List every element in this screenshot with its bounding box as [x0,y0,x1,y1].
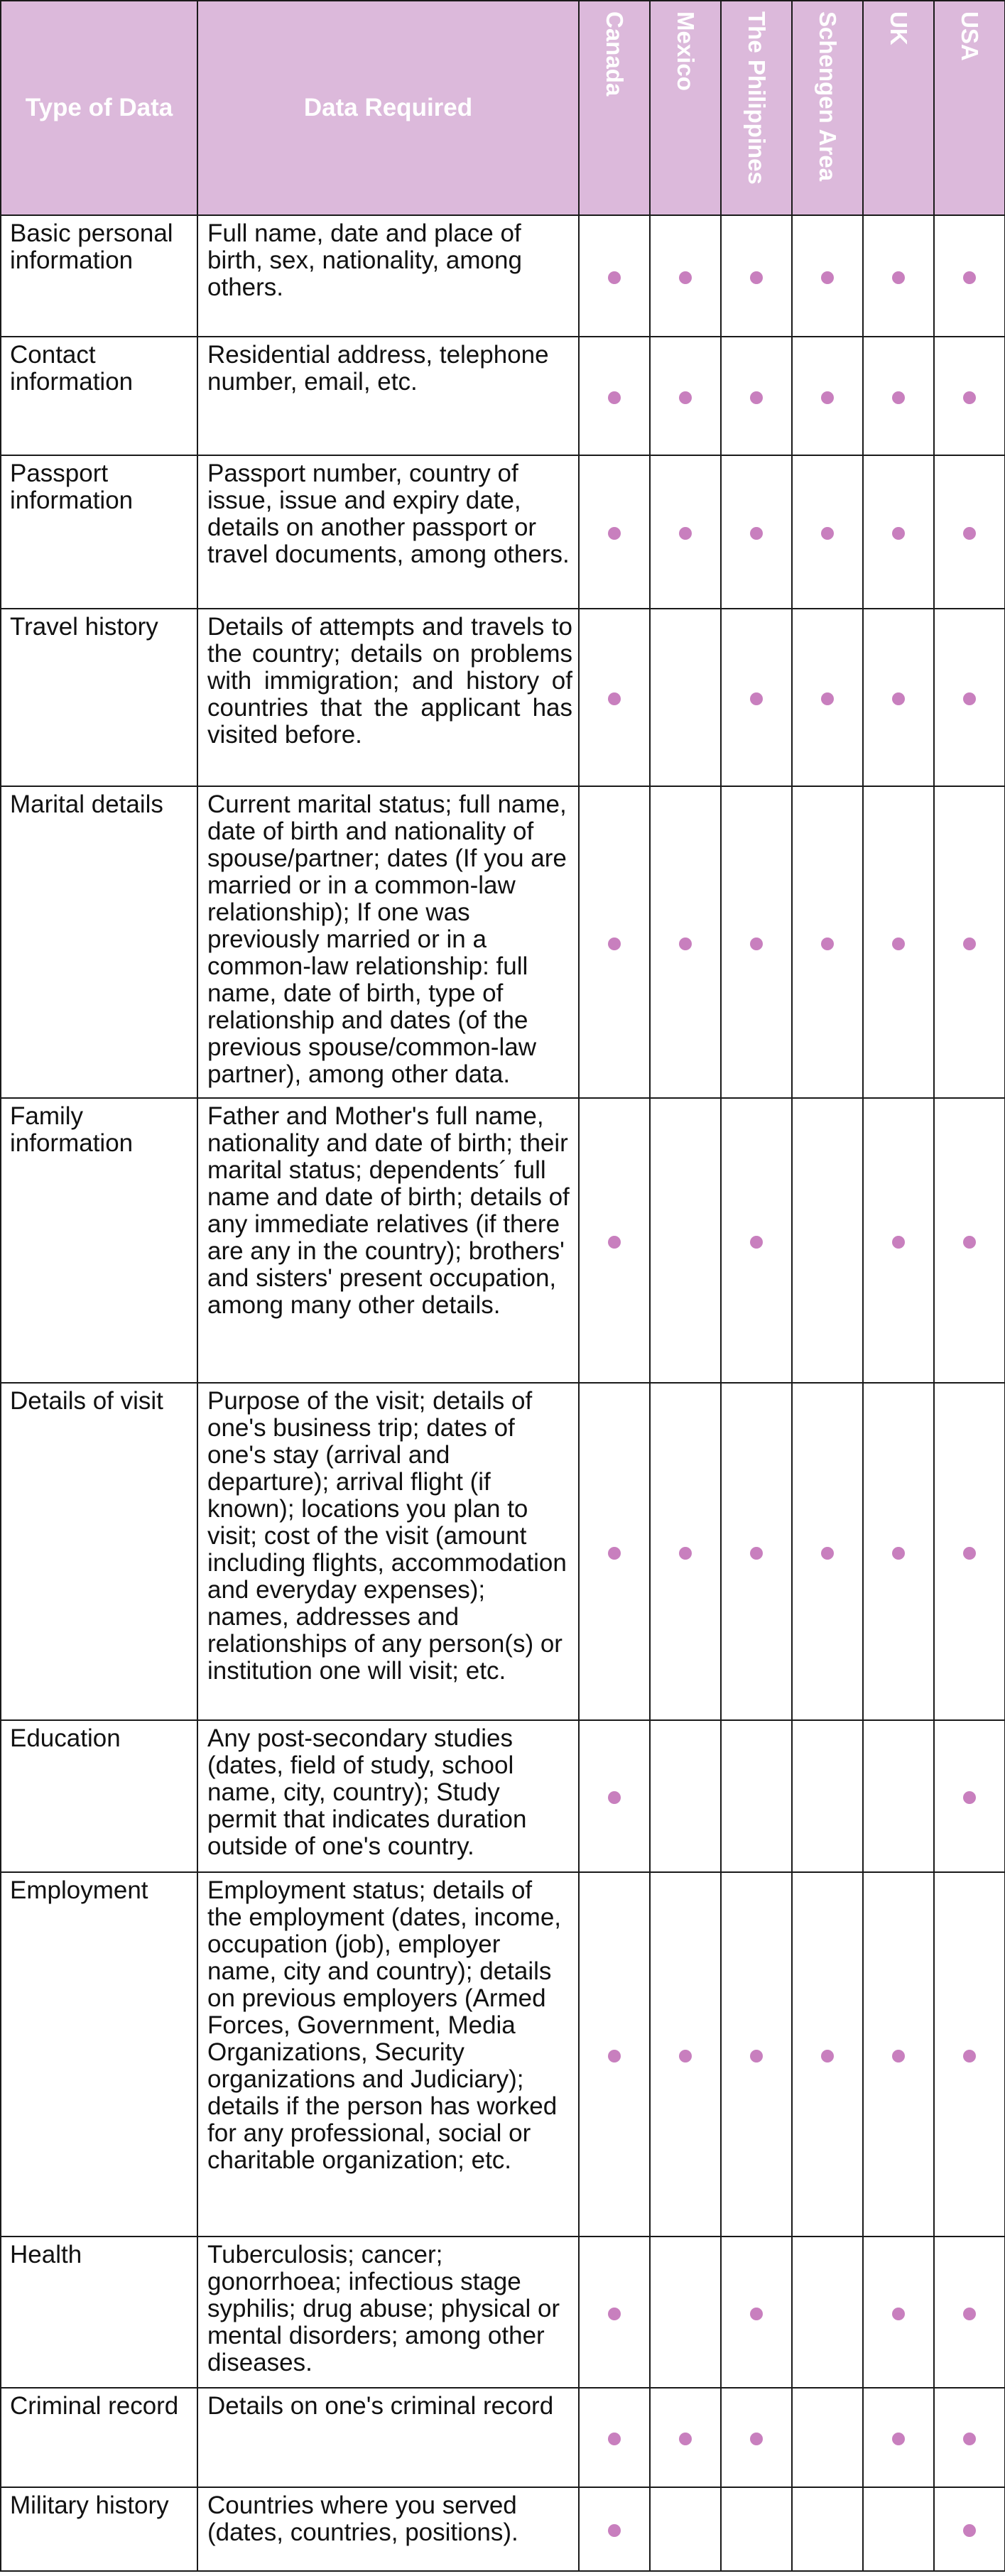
mark-cell-uk [863,1383,934,1720]
mark-cell-schengen [792,1098,863,1383]
required-dot-icon [963,1547,976,1560]
required-dot-icon [892,1236,905,1249]
required-dot-icon [963,938,976,950]
mark-cell-mexico [650,1383,721,1720]
required-cell: Residential address, telephone number, email, etc. [197,337,579,455]
mark-cell-schengen [792,337,863,455]
table-row [1,215,1005,337]
required-cell: Current marital status; full name, date of birth and nationality of spouse/partner; dates (If you are married or in a common-law relationship); If one was previously married or in a common-law relationship: full name, date of birth, type of relationship and dates (of the previous spouse/common-law partner), among other data. [197,786,579,1098]
mark-cell-usa [934,786,1005,1098]
required-dot-icon [608,527,621,540]
required-dot-icon [608,692,621,705]
required-dot-icon [892,692,905,705]
table-row [1,609,1005,786]
required-cell: Any post-secondary studies (dates, field of study, school name, city, country); Study permit that indicates duration outside of one's country. [197,1720,579,1872]
table-row [1,1720,1005,1872]
header-country-philippines: The Philippines [721,1,792,215]
type-cell: Employment [1,1872,197,2237]
mark-cell-philippines [721,2237,792,2388]
mark-cell-canada [579,1720,650,1872]
type-cell: Travel history [1,609,197,786]
mark-cell-philippines [721,786,792,1098]
required-dot-icon [608,2524,621,2537]
mark-cell-usa [934,337,1005,455]
mark-cell-uk [863,1872,934,2237]
mark-cell-mexico [650,2487,721,2571]
header-country-uk: UK [863,1,934,215]
required-dot-icon [608,271,621,284]
required-dot-icon [750,271,763,284]
required-cell: Details on one's criminal record [197,2388,579,2487]
header-data-required: Data Required [197,1,579,215]
mark-cell-philippines [721,215,792,337]
mark-cell-schengen [792,215,863,337]
required-dot-icon [750,2433,763,2445]
required-dot-icon [963,1236,976,1249]
required-cell: Details of attempts and travels to the country; details on problems with immigration; and history of countries that the applicant has visited before. [197,609,579,786]
mark-cell-mexico [650,337,721,455]
table-row [1,337,1005,455]
required-cell: Full name, date and place of birth, sex, nationality, among others. [197,215,579,337]
mark-cell-mexico [650,2237,721,2388]
required-dot-icon [750,527,763,540]
mark-cell-canada [579,1383,650,1720]
mark-cell-usa [934,1720,1005,1872]
mark-cell-usa [934,1098,1005,1383]
required-dot-icon [679,271,692,284]
table-row [1,2487,1005,2571]
mark-cell-schengen [792,1720,863,1872]
required-dot-icon [963,692,976,705]
required-dot-icon [821,2050,834,2063]
type-cell: Passport information [1,455,197,609]
required-dot-icon [821,271,834,284]
mark-cell-canada [579,2487,650,2571]
mark-cell-philippines [721,1720,792,1872]
mark-cell-philippines [721,2487,792,2571]
required-dot-icon [963,2050,976,2063]
required-dot-icon [679,1547,692,1560]
required-cell: Countries where you served (dates, countries, positions). [197,2487,579,2571]
mark-cell-mexico [650,2388,721,2487]
required-dot-icon [608,2308,621,2320]
required-dot-icon [963,271,976,284]
mark-cell-canada [579,1872,650,2237]
mark-cell-philippines [721,609,792,786]
mark-cell-mexico [650,609,721,786]
table-row [1,786,1005,1098]
required-dot-icon [892,2308,905,2320]
header-country-schengen: Schengen Area [792,1,863,215]
mark-cell-mexico [650,1872,721,2237]
table-body [1,215,1005,2571]
table-row [1,2388,1005,2487]
header-row [1,1,1005,215]
mark-cell-schengen [792,2237,863,2388]
header-country-usa: USA [934,1,1005,215]
required-dot-icon [963,2524,976,2537]
required-cell: Tuberculosis; cancer; gonorrhoea; infectious stage syphilis; drug abuse; physical or mental disorders; among other diseases. [197,2237,579,2388]
required-dot-icon [821,692,834,705]
type-cell: Health [1,2237,197,2388]
mark-cell-usa [934,455,1005,609]
mark-cell-philippines [721,455,792,609]
type-cell: Contact information [1,337,197,455]
required-dot-icon [892,527,905,540]
mark-cell-canada [579,215,650,337]
table-row [1,1872,1005,2237]
table-row [1,1383,1005,1720]
required-dot-icon [963,391,976,404]
mark-cell-uk [863,215,934,337]
required-dot-icon [963,527,976,540]
header-country-canada: Canada [579,1,650,215]
required-cell: Passport number, country of issue, issue and expiry date, details on another passport or travel documents, among others. [197,455,579,609]
mark-cell-schengen [792,2487,863,2571]
mark-cell-schengen [792,1872,863,2237]
type-cell: Criminal record [1,2388,197,2487]
required-dot-icon [679,391,692,404]
mark-cell-schengen [792,2388,863,2487]
type-cell: Family information [1,1098,197,1383]
required-cell: Purpose of the visit; details of one's business trip; dates of one's stay (arrival and departure); arrival flight (if known); locations you plan to visit; cost of the visit (amount including flights, accommodation and everyday expenses); names, addresses and relationships of any person(s) or institution one will visit; etc. [197,1383,579,1720]
required-dot-icon [892,2433,905,2445]
required-dot-icon [679,2433,692,2445]
mark-cell-uk [863,1720,934,1872]
table-row [1,2237,1005,2388]
required-dot-icon [679,527,692,540]
header-country-mexico: Mexico [650,1,721,215]
required-dot-icon [608,2433,621,2445]
type-cell: Military history [1,2487,197,2571]
mark-cell-uk [863,2487,934,2571]
mark-cell-canada [579,2388,650,2487]
mark-cell-mexico [650,455,721,609]
required-dot-icon [821,938,834,950]
required-dot-icon [679,2050,692,2063]
mark-cell-usa [934,609,1005,786]
mark-cell-mexico [650,786,721,1098]
mark-cell-philippines [721,337,792,455]
required-dot-icon [892,938,905,950]
header-type-of-data: Type of Data [1,1,197,215]
mark-cell-usa [934,2237,1005,2388]
required-dot-icon [963,1791,976,1804]
required-dot-icon [608,938,621,950]
mark-cell-uk [863,455,934,609]
required-dot-icon [963,2433,976,2445]
mark-cell-uk [863,609,934,786]
mark-cell-schengen [792,786,863,1098]
mark-cell-canada [579,455,650,609]
required-dot-icon [679,938,692,950]
mark-cell-uk [863,337,934,455]
mark-cell-canada [579,337,650,455]
mark-cell-uk [863,2237,934,2388]
mark-cell-philippines [721,1383,792,1720]
mark-cell-philippines [721,2388,792,2487]
required-dot-icon [892,271,905,284]
required-dot-icon [750,692,763,705]
type-cell: Details of visit [1,1383,197,1720]
required-dot-icon [750,1547,763,1560]
type-cell: Education [1,1720,197,1872]
required-dot-icon [821,391,834,404]
mark-cell-schengen [792,1383,863,1720]
required-dot-icon [750,2308,763,2320]
table-row [1,455,1005,609]
mark-cell-mexico [650,1098,721,1383]
required-dot-icon [750,391,763,404]
required-dot-icon [750,938,763,950]
required-dot-icon [608,2050,621,2063]
required-dot-icon [892,2050,905,2063]
mark-cell-canada [579,609,650,786]
mark-cell-uk [863,2388,934,2487]
required-dot-icon [963,2308,976,2320]
mark-cell-usa [934,2487,1005,2571]
mark-cell-mexico [650,1720,721,1872]
mark-cell-philippines [721,1872,792,2237]
required-dot-icon [821,527,834,540]
mark-cell-usa [934,1872,1005,2237]
required-dot-icon [608,1236,621,1249]
mark-cell-uk [863,786,934,1098]
mark-cell-canada [579,786,650,1098]
mark-cell-philippines [721,1098,792,1383]
required-dot-icon [821,1547,834,1560]
mark-cell-usa [934,1383,1005,1720]
mark-cell-canada [579,1098,650,1383]
mark-cell-schengen [792,609,863,786]
required-dot-icon [892,391,905,404]
type-cell: Marital details [1,786,197,1098]
mark-cell-canada [579,2237,650,2388]
required-cell: Father and Mother's full name, nationality and date of birth; their marital status; dependents´ full name and date of birth; details of any immediate relatives (if there are any in the country); brothers' and sisters' present occupation, among many other details. [197,1098,579,1383]
mark-cell-uk [863,1098,934,1383]
required-dot-icon [608,1791,621,1804]
type-cell: Basic personal information [1,215,197,337]
required-dot-icon [892,1547,905,1560]
required-dot-icon [750,2050,763,2063]
required-dot-icon [608,391,621,404]
required-cell: Employment status; details of the employment (dates, income, occupation (job), employer name, city and country); details on previous employers (Armed Forces, Government, Media Organizations, Security organizations and Judiciary); details if the person has worked for any professional, social or charitable organization; etc. [197,1872,579,2237]
table-row [1,1098,1005,1383]
mark-cell-mexico [650,215,721,337]
required-dot-icon [750,1236,763,1249]
required-dot-icon [608,1547,621,1560]
mark-cell-usa [934,2388,1005,2487]
mark-cell-usa [934,215,1005,337]
mark-cell-schengen [792,455,863,609]
